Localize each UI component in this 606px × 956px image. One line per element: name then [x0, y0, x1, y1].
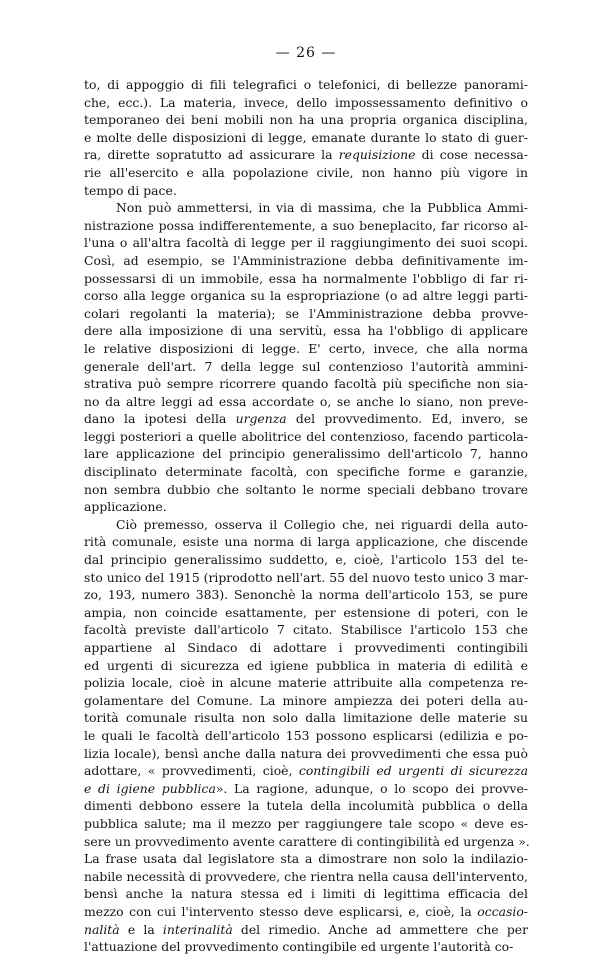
paragraph [84, 516, 528, 956]
page-number: — 26 — [275, 45, 337, 61]
text-line: dano la ipotesi della urgenza del provvedimento. Ed, invero, se [84, 411, 529, 427]
document-page [84, 44, 528, 956]
text-line: le quali le facoltà dell'articolo 153 possono esplicarsi (edilizia e po- [84, 727, 528, 743]
text-line: Ciò premesso, osserva il Collegio che, nei riguardi della auto- [116, 516, 528, 532]
text-line: dal principio generalissimo suddetto, e, cioè, l'articolo 153 del te- [84, 552, 528, 568]
text-line: dimenti debbono essere la tutela della incolumità pubblica o della [84, 798, 528, 814]
text-line: Non può ammettersi, in via di massima, che la Pubblica Ammi- [116, 200, 528, 216]
text-line: non sembra dubbio che soltanto le norme speciali debbano trovare [84, 481, 528, 497]
text-line: disciplinato determinate facoltà, con specifiche forme e garanzie, [84, 464, 528, 480]
text-line: applicazione. [84, 499, 167, 515]
italic-text: requisizione [338, 147, 416, 163]
text-line: ra, dirette sopratutto ad assicurare la requisizione di cose necessa- [84, 147, 529, 163]
text-line: nistrazione possa indifferentemente, a suo beneplacito, far ricorso al- [84, 217, 528, 233]
text-line: Così, ad esempio, se l'Amministrazione debba definitivamente im- [84, 252, 528, 268]
text-line: corso alla legge organica su la espropriazione (o ad altre leggi parti- [84, 288, 528, 304]
body-text [84, 76, 528, 956]
text-line: mezzo con cui l'intervento stesso deve esplicarsi, e, cioè, la occasio- [84, 903, 528, 919]
italic-text: urgenza [235, 411, 287, 427]
text-line: nalità e la interinalità del rimedio. Anche ad ammettere che per [84, 921, 529, 937]
text-line: to, di appoggio di fili telegrafici o telefonici, di bellezze panorami- [84, 77, 528, 92]
paragraph [84, 199, 528, 516]
text-line: lizia locale), bensì anche dalla natura dei provvedimenti che essa può [84, 745, 528, 761]
text-line: sto unico del 1915 (riprodotto nell'art. 55 del nuovo testo unico 3 mar- [84, 569, 529, 585]
text-line: La frase usata dal legislatore sta a dimostrare non solo la indilazio- [84, 851, 528, 867]
text-line: torità comunale risulta non solo dalla limitazione delle materie su [84, 710, 528, 726]
text-line: tempo di pace. [84, 182, 177, 198]
text-line: sere un provvedimento avente carattere di contingibilità ed urgenza ». [84, 833, 530, 849]
italic-text: e di igiene pubblica [84, 780, 216, 796]
text-line: adottare, « provvedimenti, cioè, contingibili ed urgenti di sicurezza [84, 763, 528, 779]
text-line: generale dell'art. 7 della legge sul contenzioso l'autorità ammini- [84, 358, 528, 374]
italic-text: occasio- [477, 903, 528, 919]
text-line: facoltà previste dall'articolo 7 citato. Stabilisce l'articolo 153 che [84, 622, 528, 638]
text-line: possessarsi di un immobile, essa ha normalmente l'obbligo di far ri- [84, 270, 528, 286]
text-line: leggi posteriori a quelle abolitrice del contenzioso, facendo particola- [84, 428, 528, 444]
italic-text: nalità [84, 921, 120, 937]
text-line: temporaneo dei beni mobili non ha una propria organica disciplina, [84, 112, 528, 128]
text-line: no da altre leggi ad essa accordate o, se anche lo siano, non preve- [84, 393, 528, 409]
text-line: ampia, non coincide esattamente, per estensione di poteri, con le [84, 604, 528, 620]
text-line: polizia locale, cioè in alcune materie attribuite alla competenza re- [84, 675, 528, 691]
text-line: lare applicazione del principio generalissimo dell'articolo 7, hanno [84, 446, 528, 462]
text-line: colari regolanti la materia); se l'Amministrazione debba provve- [84, 305, 528, 321]
text-line: rità comunale, esiste una norma di larga applicazione, che discende [84, 534, 528, 550]
text-line: bensì anche la natura stessa ed i limiti di legittima efficacia del [84, 886, 528, 902]
text-line: dere alla imposizione di una servitù, essa ha l'obbligo di applicare [84, 323, 528, 339]
text-line: le relative disposizioni di legge. E' certo, invece, che alla norma [84, 340, 528, 356]
text-line: ed urgenti di sicurezza ed igiene pubblica in materia di edilità e [84, 657, 528, 673]
text-line: l'una o all'altra facoltà di legge per il raggiungimento dei suoi scopi. [84, 235, 528, 251]
text-line: l'attuazione del provvedimento contingibile ed urgente l'autorità co- [84, 939, 514, 955]
text-line: strativa può sempre ricorrere quando facoltà più specifiche non sia- [84, 376, 528, 392]
text-line: e di igiene pubblica». La ragione, adunque, o lo scopo dei provve- [84, 780, 528, 796]
italic-text: interinalità [162, 921, 233, 937]
text-line: nabile necessità di provvedere, che rientra nella causa dell'intervento, [84, 868, 528, 884]
text-line: rie all'esercito e alla popolazione civile, non hanno più vigore in [84, 164, 528, 180]
italic-text: contingibili ed urgenti di sicurezza [298, 763, 528, 779]
text-line: appartiene al Sindaco di adottare i provvedimenti contingibili [84, 640, 528, 655]
text-line: che, ecc.). La materia, invece, dello impossessamento definitivo o [84, 94, 528, 110]
text-line: zo, 193, numero 383). Senonchè la norma dell'articolo 153, se pure [84, 587, 528, 603]
text-line: pubblica salute; ma il mezzo per raggiungere tale scopo « deve es- [84, 815, 528, 831]
text-line: golamentare del Comune. La minore ampiezza dei poteri della au- [84, 692, 528, 708]
text-line: e molte delle disposizioni di legge, emanate durante lo stato di guer- [84, 129, 528, 145]
paragraph [84, 76, 528, 199]
